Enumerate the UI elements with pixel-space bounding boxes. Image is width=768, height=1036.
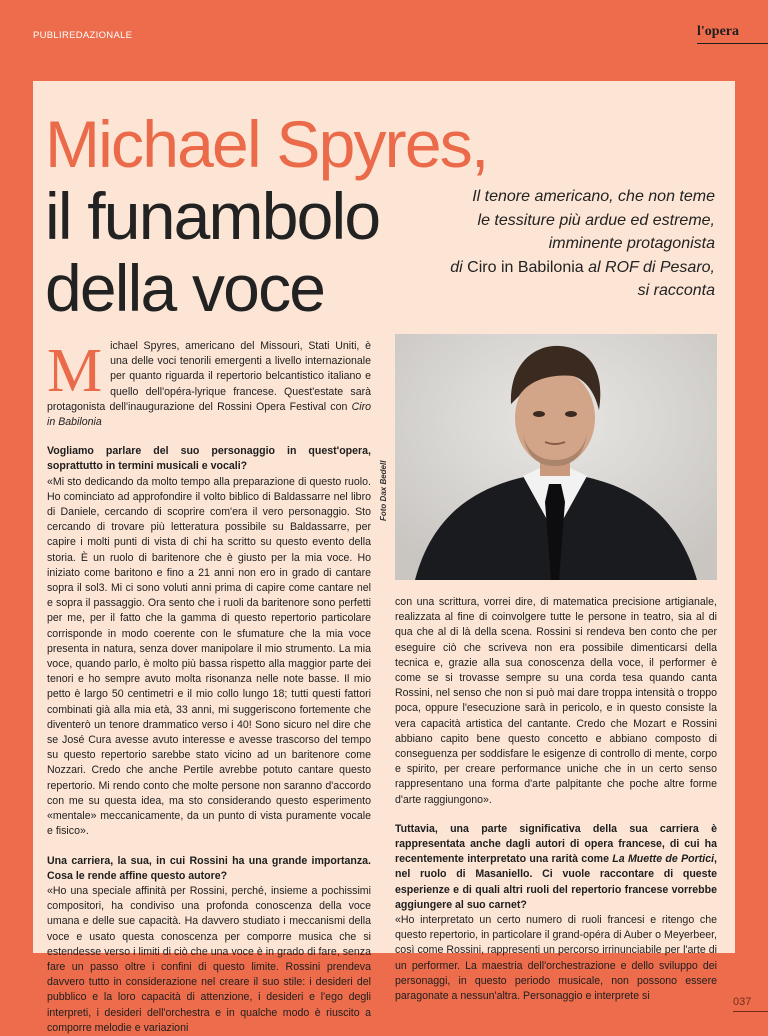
page-number: 037	[733, 996, 752, 1008]
title-line-1: Michael Spyres,	[45, 107, 488, 181]
question-3-text: Tuttavia, una parte significativa della sua carriera è rappresentata anche dagli autori di opera francese, di cui ha recentemente interpretato una rarità come	[395, 822, 717, 866]
question-3	[395, 822, 717, 913]
page-number-rule	[733, 1011, 768, 1012]
subtitle-text: al ROF di Pesaro,	[583, 258, 715, 276]
header-rule	[697, 43, 768, 44]
question-2: Una carriera, la sua, in cui Rossini ha una grande importanza. Cosa le rende affine questo autore?	[47, 854, 371, 882]
answer-3: «Ho interpretato un certo numero di ruoli francesi e ritengo che questo repertorio, in particolare il grand-opéra di Auber o Meyerbeer, così come Rossini, rappresenti un percorso irrinunciabile per l'arte di un performer. La maestria dell'orchestrazione e dello sviluppo dei personaggi, in questo periodo musicale, non possono essere paragonate a nessun'altra. Personaggio e interprete si	[395, 914, 717, 1003]
article-subtitle	[395, 185, 715, 303]
header-section-label: PUBLIREDAZIONALE	[33, 30, 133, 41]
subtitle-line	[395, 256, 715, 280]
answer-1: «Mi sto dedicando da molto tempo alla preparazione di questo ruolo. Ho cominciato ad approfondire il volto biblico di Baldassarre nel libro di Daniele, cercando di scoprire com'era il vero personaggio. Sto cercando di trovare più letteratura possibile su Baldassarre, per capire i molti punti di vista di chi ha scritto su questo evento della storia. È un ruolo di baritenore che è giusto per la mia voce. Ho iniziato come baritono e fino a 21 anni non ero in grado di cantare sopra il sol3. Mi ci sono voluti anni prima di capire come cantare nel e sopra il passaggio. Ora sento che i ruoli da baritenore sono perfetti per me, per il fatto che la gamma di questo repertorio particolare corrisponde in modo coerente con le sfumature che la mia voce presenta in natura, senza dover manipolare il mio strumento. La mia voce, quando parlo, è molto più bassa rispetto alla maggior parte dei tenori e ho sempre avuto molta risonanza nelle note basse. Il mio petto è largo 50 centimetri e il mio collo lungo 18; tutti questi fattori combinati già alla mia età, 33 anni, mi suggeriscono fortemente che diventerò un tenore drammatico verso i 40! Sono sicuro nel dire che se José Cura avesse avuto interesse e avesse trascorso del tempo su questo repertorio sarebbe stato vicino ad un baritenore come Nozzari. Credo che anche Pertile avrebbe potuto cantare questo repertorio. Mi rendo conto che molte persone non saranno d'accordo con me su questa idea, ma sto considerando questo esperimento «mentale» meccanicamente, da un punto di vista puramente vocale e fisico».	[47, 475, 371, 838]
spacer	[47, 430, 371, 444]
column-left	[47, 339, 371, 1036]
question-3-work-title: La Muette de Portici	[612, 853, 715, 866]
title-line-3: della voce	[45, 251, 325, 325]
portrait-illustration	[395, 334, 717, 580]
spacer	[395, 808, 717, 822]
subtitle-line: si racconta	[637, 282, 715, 299]
spacer	[47, 840, 371, 854]
subtitle-text: di	[450, 258, 468, 276]
drop-cap: M	[47, 337, 103, 405]
title-line-2: il funambolo	[45, 179, 380, 253]
intro-text: ichael Spyres, americano del Missouri, Stati Uniti, è una delle voci tenorili emergenti a livello internazionale per quanto riguarda il repertorio belcantistico italiano e quello dell'opéra-lyrique francese. Quest'estate sarà protagonista dell'inaugurazione del Rossini Opera Festival con	[47, 340, 371, 413]
subtitle-line: imminente protagonista	[548, 235, 715, 252]
question-1: Vogliamo parlare del suo personaggio in quest'opera, soprattutto in termini musicali e vocali?	[47, 445, 371, 473]
answer-2: «Ho una speciale affinità per Rossini, perché, insieme a pochissimi compositori, ha condiviso una profonda conoscenza della voce umana e delle sue capacità. Ha davvero studiato i meccanismi della voce e usato questa conoscenza per comporre musica che si estendesse verso i limiti di ciò che una voce è in grado di fare, senza fare un passo oltre i confini di questo limite. Rossini prendeva davvero tutto in considerazione nel creare il suo stile: i desideri del pubblico e la loro capacità di attenzione, i desideri e l'ego degli interpreti, i desideri dell'orchestra e in qualche modo è riuscito a comporre melodie e variazioni	[47, 884, 371, 1034]
column-right	[395, 595, 717, 1004]
answer-2-continued: con una scrittura, vorrei dire, di matematica precisione artigianale, realizzata al fine di coinvolgere tutte le persone in teatro, sia al di qua che al di là della scena. Rossini si rendeva ben conto che per eseguire ciò che scriveva non era possibile dimenticarsi della tecnica e, grazie alla sua conoscenza della voce, il performer è come se si trovasse sempre su una corda tesa quando canta Rossini, nel senso che non si può mai dare troppa intensità o troppo poca, oppure l'esecuzione sarà in pericolo, e in questo consiste la vera capacità artistica del cantante. Credo che Mozart e Rossini abbiano capito bene questo concetto e abbiano composto di conseguenza per soddisfare le esigenze di controllo di mente, corpo e spirito, per creare performance uniche che in un certo senso rappresentano una forma d'arte palpitante che poche altre forme d'arte raggiungono».	[395, 596, 717, 806]
subtitle-line: Il tenore americano, che non teme	[472, 188, 715, 205]
magazine-logo: l'opera	[697, 24, 739, 39]
article-panel	[33, 81, 735, 1034]
question-3-text: , nel ruolo di Masaniello. Ci vuole raccontare di queste esperienze e di quali altri ruoli del repertorio francese vorrebbe aggiungere al suo carnet?	[395, 853, 717, 911]
subtitle-work-title: Ciro in Babilonia	[467, 258, 584, 276]
subtitle-line: le tessiture più ardue ed estreme,	[477, 211, 715, 229]
photo-credit: Foto Dax Bedell	[379, 460, 388, 521]
portrait-photo	[395, 334, 717, 580]
intro-paragraph	[47, 339, 371, 430]
intro-work-title: Ciro in Babilonia	[47, 400, 371, 429]
